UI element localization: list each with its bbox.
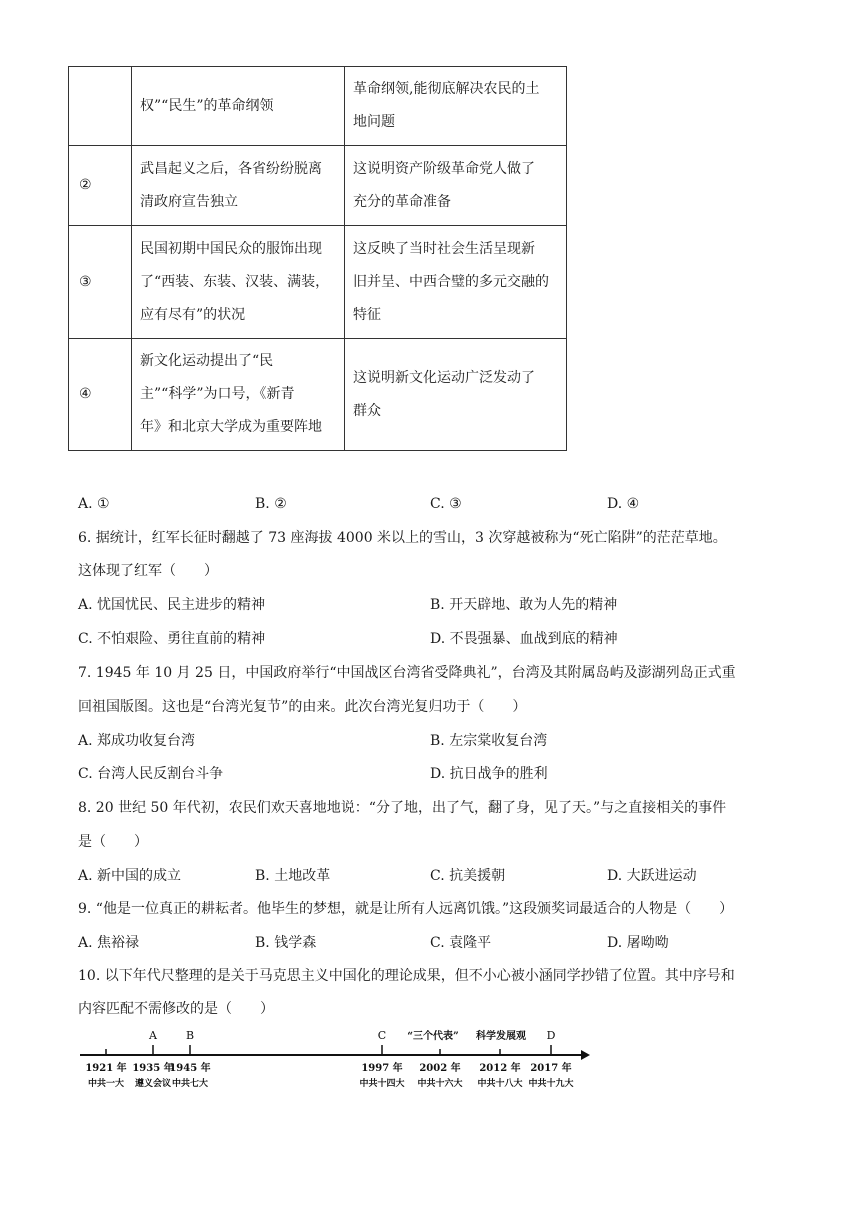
q7-option-d[interactable]: D. 抗日战争的胜利 [430,766,548,782]
row-number: ② [69,146,132,226]
cell-line: 这反映了当时社会生活呈现新 [353,240,535,257]
timeline-label-three-represents: “三个代表” [407,1031,459,1042]
q6-stem-line1: 6. 据统计，红军长征时翻越了 73 座海拔 4000 米以上的雪山，3 次穿越被称为“死亡陷阱”的茫茫草地。 [78,530,727,546]
q9-option-d[interactable]: D. 屠呦呦 [607,935,669,951]
q5-option-d[interactable]: D. ④ [607,496,640,512]
cell-line: 了“西装、东装、汉装、满装， [140,273,330,290]
comment-cell [345,67,567,146]
cell-line: 这说明资产阶级革命党人做了 [353,160,535,177]
timeline-event: 中共十六大 [417,1079,463,1089]
timeline-event: 遵义会议 [134,1079,172,1089]
q8-option-d[interactable]: D. 大跃进运动 [607,868,697,884]
q7-stem-line2: 回祖国版图。这也是“台湾光复节”的由来。此次台湾光复归功于（ ） [78,699,527,715]
q7-option-c[interactable]: C. 台湾人民反割台斗争 [78,766,224,782]
timeline-label-scientific-development: 科学发展观 [476,1031,526,1042]
comment-cell [345,146,567,226]
q9-option-c[interactable]: C. 袁隆平 [430,935,492,951]
q8-option-a[interactable]: A. 新中国的成立 [78,868,182,884]
row-number [69,67,132,146]
row-number: ③ [69,226,132,339]
timeline-year: 2017 年 [530,1063,572,1074]
q5-option-c[interactable]: C. ③ [430,496,462,512]
timeline-arrow-icon [581,1050,590,1060]
cell-line: 革命纲领,能彻底解决农民的土 [353,81,540,97]
cell-line: 民国初期中国民众的服饰出现 [140,240,322,257]
table-row [69,146,567,226]
q5-option-b[interactable]: B. ② [255,496,287,512]
q6-stem-line2: 这体现了红军（ ） [78,563,218,579]
timeline-label-a: A [149,1029,157,1042]
timeline-label-d: D [546,1029,556,1042]
timeline-event: 中共十四大 [359,1079,405,1089]
q5-option-a[interactable]: A. ① [78,496,110,512]
timeline-year: 2012 年 [479,1063,521,1074]
cell-line: 旧并呈、中西合璧的多元交融的 [353,273,549,290]
table-row [69,226,567,339]
q8-option-c[interactable]: C. 抗美援朝 [430,868,506,884]
q8-stem-line2: 是（ ） [78,834,148,850]
timeline-event: 中共十八大 [477,1079,523,1089]
q6-option-c[interactable]: C. 不怕艰险、勇往直前的精神 [78,631,266,647]
cell-line: 应有尽有”的状况 [140,306,246,323]
timeline-diagram [78,1027,598,1097]
q8-option-b[interactable]: B. 土地改革 [255,868,331,884]
timeline-event: 中共十九大 [528,1079,574,1089]
event-cell [132,67,345,146]
cell-line: 清政府宣告独立 [140,193,238,210]
timeline-label-c: C [377,1029,387,1042]
cell-line: 年》和北京大学成为重要阵地 [140,419,322,435]
cell-line: 这说明新文化运动广泛发动了 [353,369,535,386]
q8-stem-line1: 8. 20 世纪 50 年代初，农民们欢天喜地地说：“分了地，出了气，翻了身，见了天。”与之直接相关的事件 [78,800,727,816]
cell-line: 权”“民生”的革命纲领 [140,97,274,114]
table-row [69,67,567,146]
event-cell [132,226,345,339]
q7-option-b[interactable]: B. 左宗棠收复台湾 [430,733,548,749]
q9-option-b[interactable]: B. 钱学森 [255,935,317,951]
timeline-event: 中共一大 [87,1079,125,1089]
q6-option-a[interactable]: A. 忧国忧民、民主进步的精神 [78,597,266,613]
q9-option-a[interactable]: A. 焦裕禄 [78,935,140,951]
q6-option-b[interactable]: B. 开天辟地、敢为人先的精神 [430,597,618,613]
table-row [69,339,567,451]
comment-cell [345,339,567,451]
q7-option-a[interactable]: A. 郑成功收复台湾 [78,733,196,749]
answer-table [68,66,567,451]
event-cell [132,146,345,226]
row-number: ④ [69,339,132,451]
q9-stem: 9. “他是一位真正的耕耘者。他毕生的梦想，就是让所有人远离饥饿。”这段颁奖词最适合的人物是（ ） [78,901,734,917]
timeline-event: 中共七大 [171,1079,209,1089]
q10-stem-line1: 10. 以下年代尺整理的是关于马克思主义中国化的理论成果，但不小心被小涵同学抄错了位置。其中序号和 [78,968,735,984]
q6-option-d[interactable]: D. 不畏强暴、血战到底的精神 [430,631,618,647]
timeline-year: 1945 年 [169,1063,211,1074]
timeline-year: 1997 年 [361,1063,403,1074]
cell-line: 主”“科学”为口号，《新青 [140,386,295,402]
event-cell [132,339,345,451]
cell-line: 特征 [353,306,381,323]
cell-line: 群众 [353,402,381,419]
comment-cell [345,226,567,339]
cell-line: 地问题 [353,114,395,130]
cell-line: 武昌起义之后，各省纷纷脱离 [140,160,322,177]
q7-stem-line1: 7. 1945 年 10 月 25 日，中国政府举行“中国战区台湾省受降典礼”，台湾及其附属岛屿及澎湖列岛正式重 [78,665,736,681]
cell-line: 新文化运动提出了“民 [140,353,274,369]
timeline-year: 1935 年 [132,1063,174,1074]
q10-stem-line2: 内容匹配不需修改的是（ ） [78,1001,274,1017]
timeline-label-b: B [185,1029,195,1042]
timeline-year: 2002 年 [419,1063,461,1074]
cell-line: 充分的革命准备 [353,193,451,210]
timeline-year: 1921 年 [85,1063,127,1074]
